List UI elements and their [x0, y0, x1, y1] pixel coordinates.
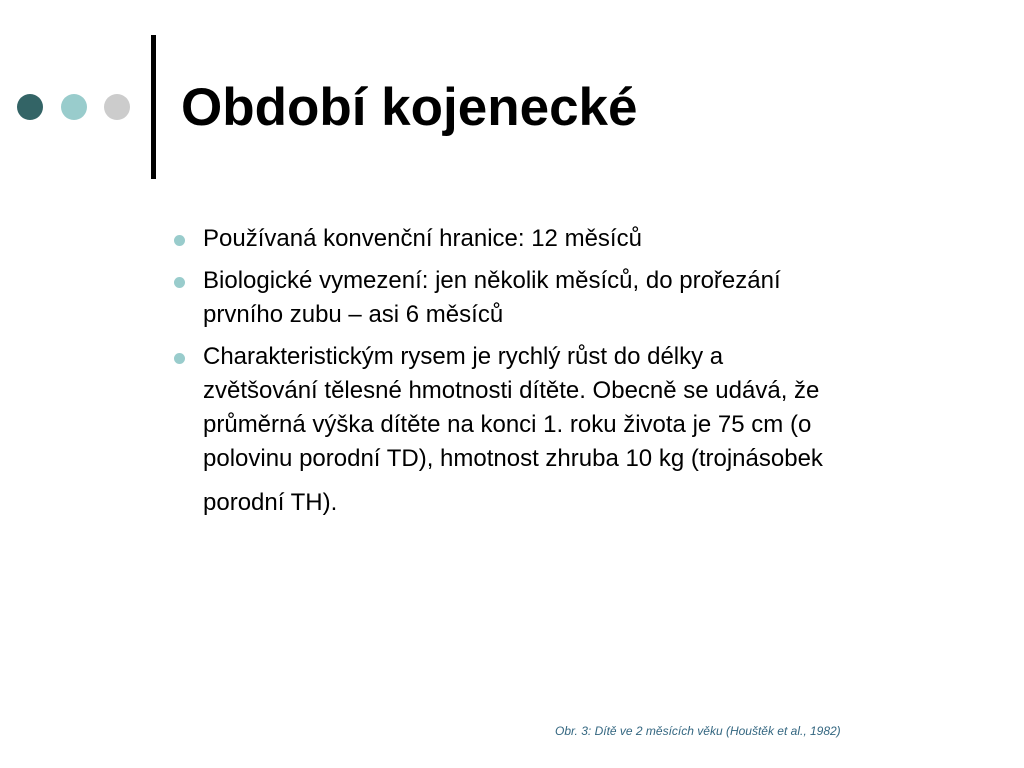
title-divider	[151, 35, 156, 179]
bullet-text-line: porodní TH).	[203, 489, 338, 516]
bullet-text-line: průměrná výška dítěte na konci 1. roku života je 75 cm (o	[203, 411, 812, 438]
bullet-text-line: Charakteristickým rysem je rychlý růst do délky a	[203, 343, 724, 370]
decorative-dot-grey	[104, 94, 130, 120]
bullet-text-line: polovinu porodní TD), hmotnost zhruba 10 kg (trojnásobek	[203, 445, 823, 472]
bullet-item	[171, 222, 951, 256]
decorative-dot-light	[61, 94, 87, 120]
figure-caption: Obr. 3: Dítě ve 2 měsících věku (Houštěk et al., 1982)	[555, 724, 841, 738]
bullet-dot-icon	[174, 353, 185, 364]
bullet-dot-icon	[174, 277, 185, 288]
slide-title: Období kojenecké	[181, 78, 638, 137]
bullet-item	[171, 340, 951, 520]
bullet-dot-icon	[174, 235, 185, 246]
bullet-item	[171, 264, 951, 332]
bullet-text-line: Používaná konvenční hranice: 12 měsíců	[203, 225, 642, 252]
bullet-list	[171, 222, 951, 528]
bullet-text-line: prvního zubu – asi 6 měsíců	[203, 301, 504, 328]
decorative-dot-dark	[17, 94, 43, 120]
bullet-text-line: zvětšování tělesné hmotnosti dítěte. Obecně se udává, že	[203, 377, 820, 404]
bullet-text-line: Biologické vymezení: jen několik měsíců, do prořezání	[203, 267, 781, 294]
